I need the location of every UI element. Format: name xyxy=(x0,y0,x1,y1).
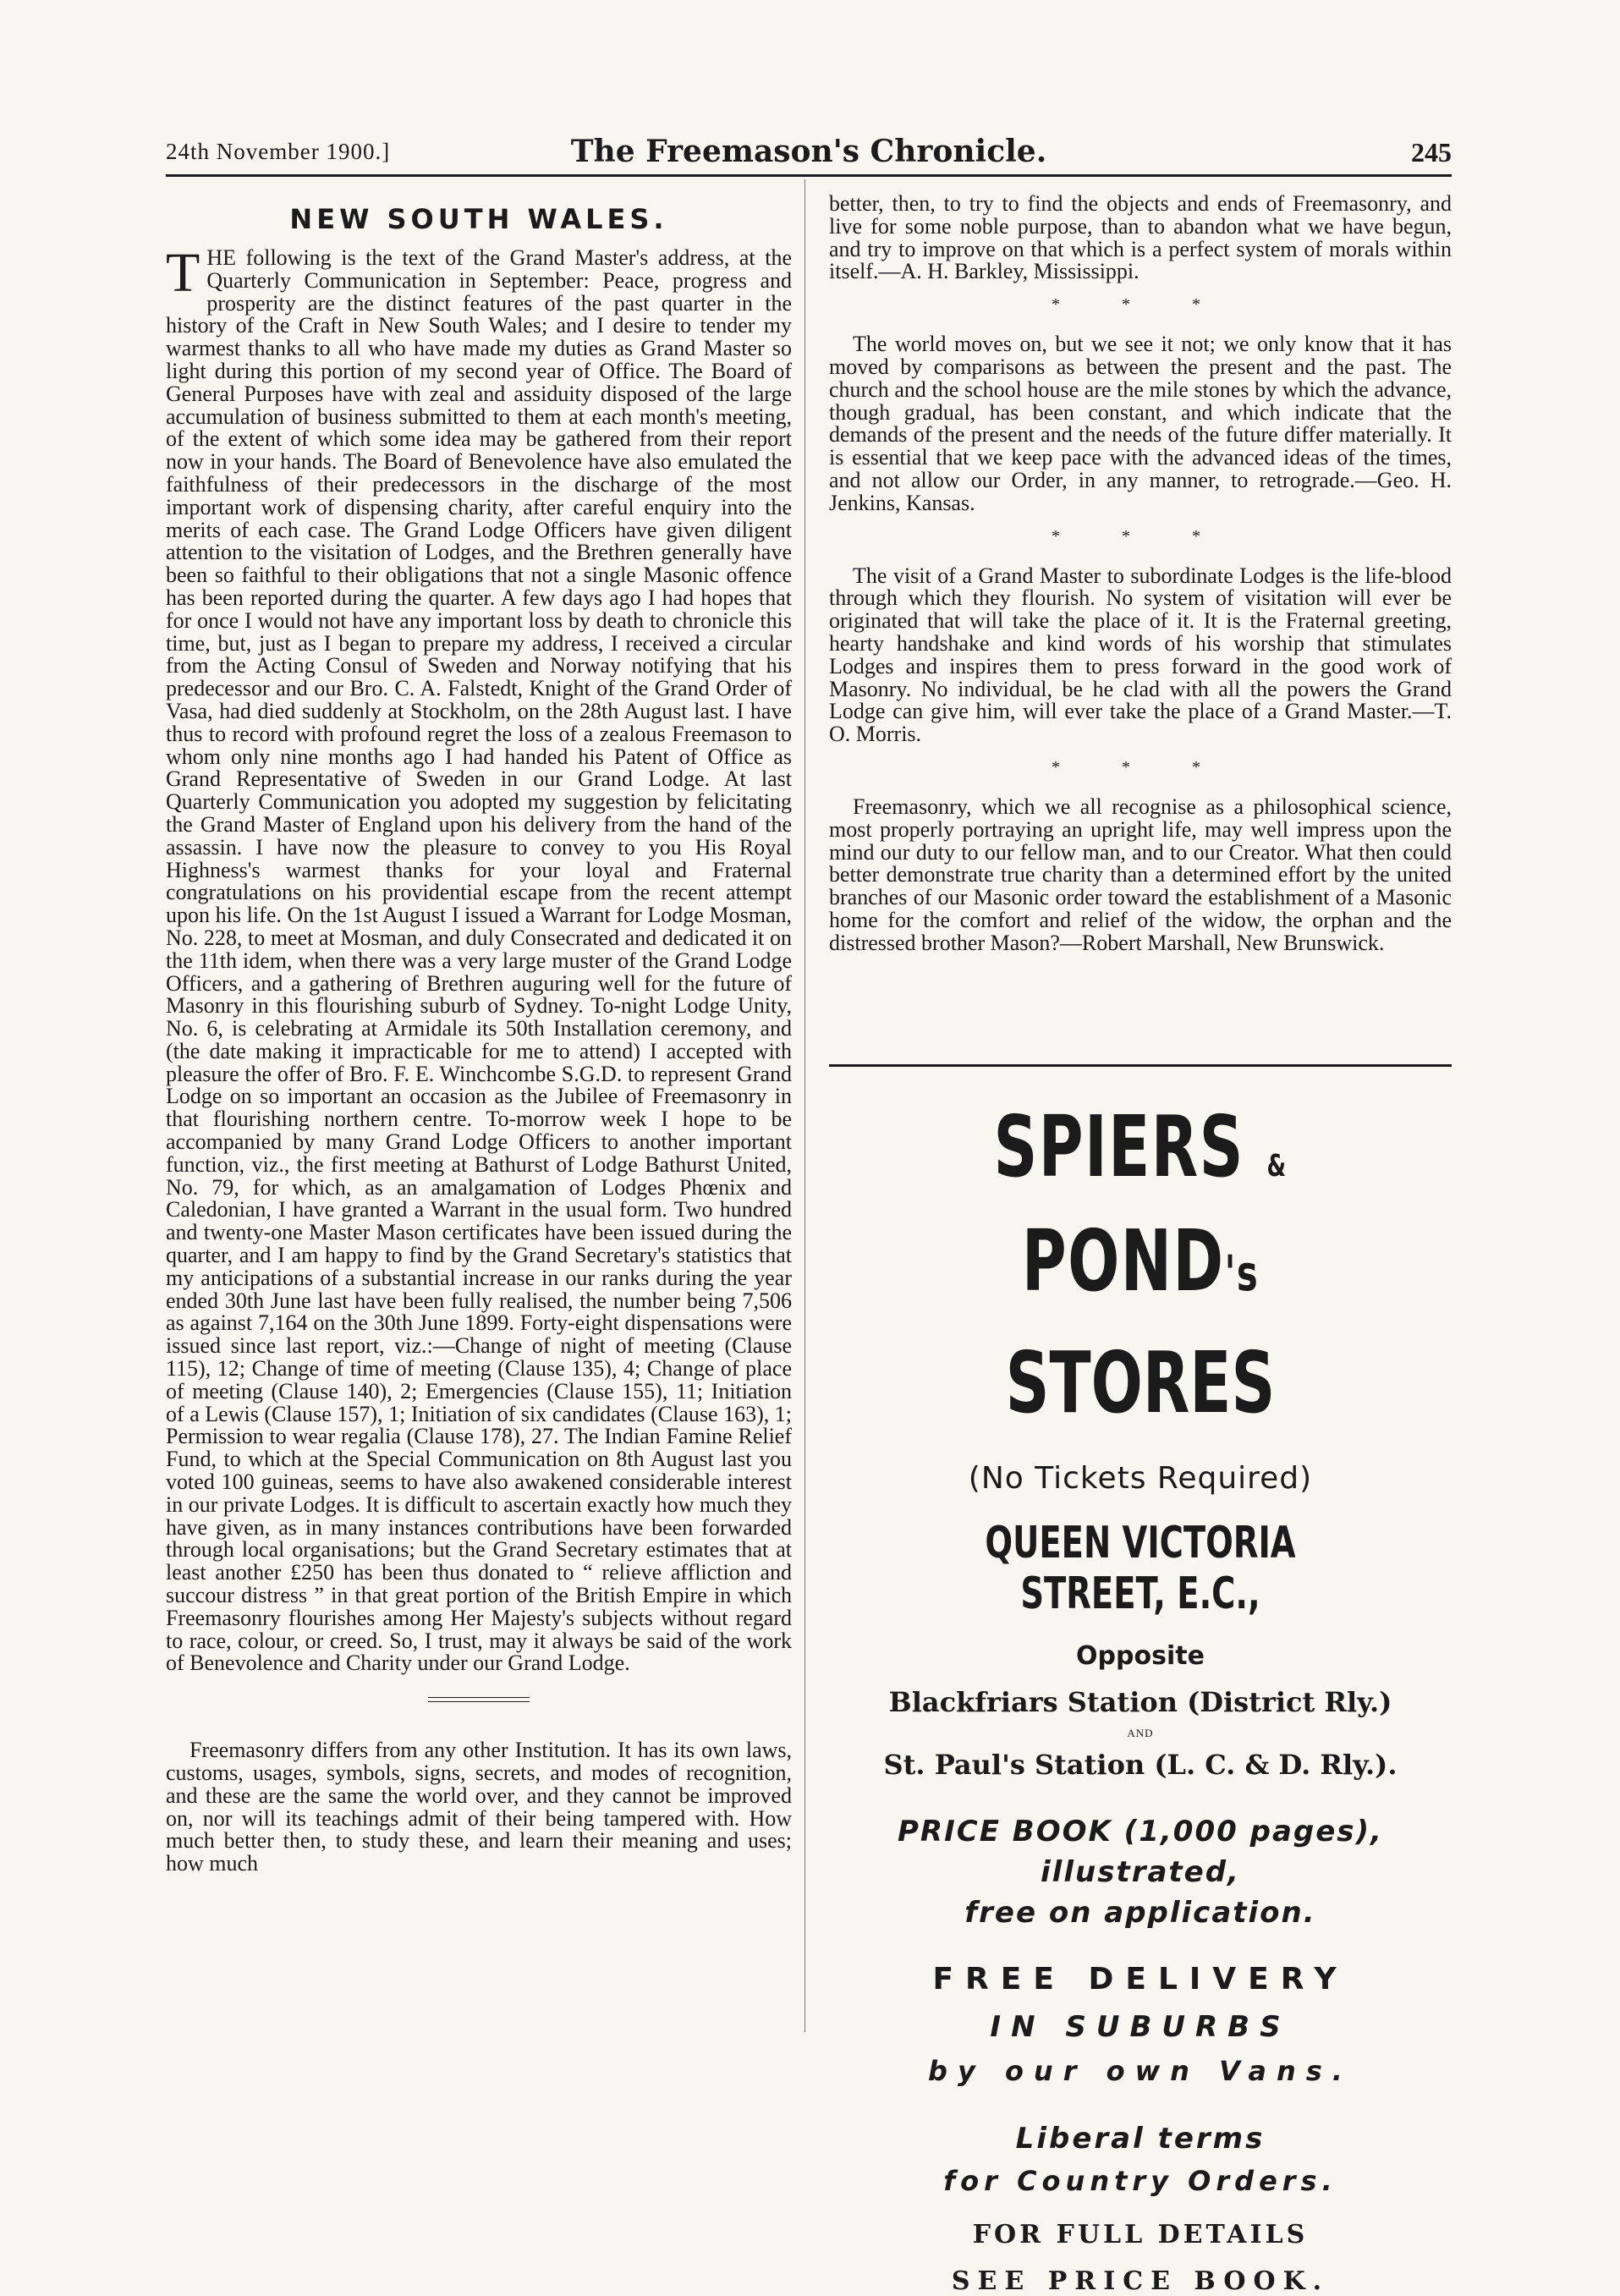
issue-date: 24th November 1900.] xyxy=(166,139,391,164)
advert-liberal-terms: Liberal terms xyxy=(1015,2122,1266,2156)
barkley-paragraph: better, then, to try to find the objects and ends of Freemasonry, and live for some noble purpose, than to abandon what we have begun, and try to improve on that which is a perfect system of morals within itself.—A. H. Barkley, Mississippi. xyxy=(829,191,1452,284)
morris-paragraph: The visit of a Grand Master to subordinate Lodges is the life-blood through which they flourish. No system of visitation will ever be originated that will take the place of it. It is the Fraternal greeting, hearty handshake and kind words of his worship that stimulates Lodges and inspires them to press forward in the good work of Masonry. No individual, be he clad with all the powers the Grand Lodge can give him, will ever take the place of a Grand Master.—T. O. Morris. xyxy=(829,563,1452,747)
asterism-divider: * * * xyxy=(1052,526,1229,546)
advert-own-vans: by our own Vans. xyxy=(928,2055,1353,2087)
advert-in-suburbs: IN SUBURBS xyxy=(990,2010,1291,2044)
marshall-paragraph: Freemasonry, which we all recognise as a philosophical science, most properly portraying an upright life, may well impress upon the mind our duty to our fellow man, and to our Creator. What then could better demonstrate true charity than a determined effort by the united branches of our Masonic order toward the establishment of a Masonic home for the comfort and relief of the widow, the orphan and the distressed brother Mason?—Robert Marshall, New Brunswick. xyxy=(829,794,1452,955)
advert-and: AND xyxy=(1127,1727,1154,1739)
article-text: HE following is the text of the Grand Master's address, at the Quarterly Communication in September: Peace, progress and prosperity are the distinct features of the past quarter in the history of the Craft in New South Wales; and I desire to tender my warmest thanks to all who have made my duties as Grand Master so light during this portion of my second year of Office. The Board of General Purposes have with zeal and assiduity disposed of the large accumulation of business submitted to them at each month's meeting, of the extent of which some idea may be gathered from their report now in your hands. The Board of Benevolence have also emulated the faithfulness of their predecessors in the discharge of the most important work of dispensing charity, after careful enquiry into the merits of each case. The Grand Lodge Officers have given diligent attention to the visitation of Lodges, and the Brethren generally have been so faithful to their obligations that not a single Masonic offence has been reported during the quarter. A few days ago I had hopes that for once I would not have any important loss by death to chronicle this time, but, just as I began to prepare my address, I received a circular from the Acting Consul of Sweden and Norway notifying that his predecessor and our Bro. C. A. Falstedt, Knight of the Grand Order of Vasa, had died suddenly at Stockholm, on the 28th August last. I have thus to record with profound regret the loss of a zealous Freemason to whom only nine months ago I had handed his Patent of Office as Grand Representative of Sweden in our Grand Lodge. At last Quarterly Communication you adopted my suggestion by felicitating the Grand Master of England upon his delivery from the hand of the assassin. I have now the pleasure to convey to you His Royal Highness's warmest thanks for your loyal and Fraternal congratulations on his providential escape from the recent attempt upon his life. On the 1st August I issued a Warrant for Lodge Mosman, No. 228, to meet at Mosman, and duly Consecrated and dedicated it on the 11th idem, when there was a very large muster of the Grand Lodge Officers, and a gathering of Brethren auguring well for the future of Masonry in this flourishing suburb of Sydney. To-night Lodge Unity, No. 6, is celebrating at Armidale its 50th Installation ceremony, and (the date making it impracticable for me to attend) I accepted with pleasure the offer of Bro. F. E. Winchcombe S.G.D. to represent Grand Lodge on so important an occasion as the Jubilee of Freemasonry in that flourishing northern centre. To-morrow week I hope to be accompanied by many Grand Lodge Officers to another important function, viz., the first meeting at Bathurst of Lodge Bathurst United, No. 79, for which, as an amalgamation of Lodges Phœnix and Caledonian, I have granted a Warrant in the usual form. Two hundred and twenty-one Master Mason certificates have been issued during the quarter, and I am happy to find by the Grand Secretary's statistics that my anticipations of a substantial increase in our ranks during the year ended 30th June last have been fully realised, the number being 7,506 as against 7,164 on the 30th June 1899. Forty-eight dispensations were issued since last report, viz.:—Change of night of meeting (Clause 115), 12; Change of time of meeting (Clause 135), 4; Change of place of meeting (Clause 140), 2; Emergencies (Clause 155), 11; Initiation of a Lewis (Clause 157), 1; Initiation of six candidates (Clause 163), 1; Permission to wear regalia (Clause 178), 27. The Indian Famine Relief Fund, to which at the Special Communication on 8th August last you voted 100 guineas, seems to have also awakened considerable interest in our private Lodges. It is difficult to ascertain exactly how much they have given, as in many instances contributions have been forwarded through local organisations; but the Grand Secretary estimates that at least another £250 has been thus donated to “ relieve affliction and succour distress ” in that great portion of the British Empire in which Freemasonry flourishes among Her Majesty's subjects without regard to race, colour, or creed. So, I trust, may it always be said of the work of Benevolence and Charity under our Grand Lodge. xyxy=(166,245,792,1676)
advert-brand: SPIERS & POND's xyxy=(993,1097,1288,1310)
right-column xyxy=(829,193,1452,955)
article-heading: NEW SOUTH WALES. xyxy=(289,203,668,235)
asterism-divider: * * * xyxy=(1052,295,1229,315)
left-column xyxy=(166,203,792,1876)
page-number: 245 xyxy=(1411,137,1452,168)
advert-see-price-book: SEE PRICE BOOK. xyxy=(951,2266,1330,2296)
drop-cap: T xyxy=(166,242,200,304)
advert-opposite: Opposite xyxy=(1076,1641,1205,1671)
advert-station-stpauls: St. Paul's Station (L. C. & D. Rly.). xyxy=(883,1749,1398,1781)
advert-rule xyxy=(829,1064,1452,1067)
running-head xyxy=(166,134,1452,176)
freemasonry-paragraph: Freemasonry differs from any other Institution. It has its own laws, customs, usages, symbols, signs, secrets, and modes of recognition, and these are the same the world over, and they cannot be improved on, nor will its teachings admit of their being tampered with. How much better then, to study these, and learn their meaning and uses; how much xyxy=(166,1738,792,1876)
advert-price-book: PRICE BOOK (1,000 pages), xyxy=(898,1815,1383,1848)
advert-no-tickets: (No Tickets Required) xyxy=(968,1461,1313,1496)
advert-stores: STORES xyxy=(1005,1333,1276,1432)
spiers-pond-advert xyxy=(829,1097,1452,2296)
advert-street: QUEEN VICTORIA STREET, E.C., xyxy=(985,1518,1296,1619)
jenkins-paragraph: The world moves on, but we see it not; we only know that it has moved by comparisons as between the present and the past. The church and the school house are the mile stones by which the advance, though gradual, has been constant, and which indicate that the demands of the present and the needs of the future differ materially. It is essential that we keep pace with the advanced ideas of the times, and not allow our Order, in any manner, to retrograde.—Geo. H. Jenkins, Kansas. xyxy=(829,332,1452,515)
header-rule xyxy=(166,174,1452,177)
section-divider xyxy=(428,1697,530,1702)
asterism-divider: * * * xyxy=(1052,757,1229,777)
advert-free-delivery: FREE DELIVERY xyxy=(932,1962,1348,1997)
advert-illustrated: illustrated, xyxy=(1041,1855,1240,1889)
advert-station-blackfriars: Blackfriars Station (District Rly.) xyxy=(888,1686,1392,1718)
advert-full-details: FOR FULL DETAILS xyxy=(972,2220,1309,2249)
advert-country-orders: for Country Orders. xyxy=(943,2165,1337,2197)
advert-free-application: free on application. xyxy=(964,1896,1316,1930)
article-paragraph xyxy=(166,242,792,1676)
publication-title: The Freemason's Chronicle. xyxy=(570,134,1047,169)
